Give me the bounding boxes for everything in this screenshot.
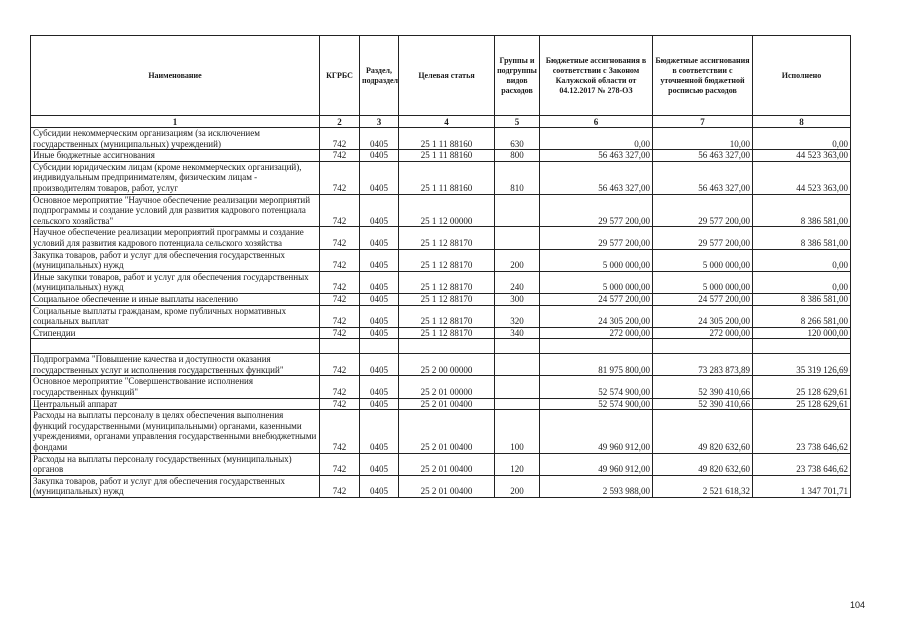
row-kgrbs: 742: [320, 305, 360, 327]
row-budget-refined: 52 390 410,66: [653, 376, 753, 398]
row-kgrbs: 742: [320, 398, 360, 410]
budget-table: [30, 35, 851, 498]
row-budget-refined: 5 000 000,00: [653, 271, 753, 293]
row-target: 25 1 12 00000: [399, 194, 495, 227]
row-name: Расходы на выплаты персоналу государственных (муниципальных) органов: [31, 453, 320, 475]
column-number: 4: [399, 116, 495, 128]
row-budget-refined: 2 521 618,32: [653, 475, 753, 497]
row-kgrbs: 742: [320, 227, 360, 249]
row-budget-refined: 29 577 200,00: [653, 227, 753, 249]
row-budget-law: 0,00: [540, 128, 653, 150]
row-kgrbs: 742: [320, 194, 360, 227]
header-row: [31, 36, 851, 116]
row-group: 340: [495, 327, 540, 339]
row-section: 0405: [360, 194, 399, 227]
row-kgrbs: 742: [320, 410, 360, 453]
row-executed: 0,00: [753, 271, 851, 293]
row-section: 0405: [360, 305, 399, 327]
row-executed: 8 386 581,00: [753, 194, 851, 227]
row-executed: 44 523 363,00: [753, 150, 851, 162]
row-name: Закупка товаров, работ и услуг для обеспечения государственных (муниципальных) нужд: [31, 249, 320, 271]
column-number: 2: [320, 116, 360, 128]
row-kgrbs: 742: [320, 150, 360, 162]
row-section: 0405: [360, 327, 399, 339]
table-row: [31, 398, 851, 410]
column-number-row: [31, 116, 851, 128]
row-executed: 25 128 629,61: [753, 376, 851, 398]
row-group: 320: [495, 305, 540, 327]
table-row: [31, 293, 851, 305]
row-name: Социальные выплаты гражданам, кроме публичных нормативных социальных выплат: [31, 305, 320, 327]
row-target: 25 1 12 88170: [399, 249, 495, 271]
row-group: 200: [495, 475, 540, 497]
row-target: 25 1 12 88170: [399, 305, 495, 327]
row-section: 0405: [360, 398, 399, 410]
row-target: 25 2 00 00000: [399, 354, 495, 376]
row-budget-law: 29 577 200,00: [540, 227, 653, 249]
table-row: [31, 327, 851, 339]
row-kgrbs: 742: [320, 354, 360, 376]
row-kgrbs: 742: [320, 327, 360, 339]
row-executed: 0,00: [753, 128, 851, 150]
header-budget-refined: Бюджетные ассигнования в соответствии с уточненной бюджетной росписью расходов: [653, 36, 753, 116]
row-executed: 8 386 581,00: [753, 293, 851, 305]
row-budget-law: 56 463 327,00: [540, 161, 653, 194]
column-number: 3: [360, 116, 399, 128]
row-group: [495, 194, 540, 227]
row-executed: 1 347 701,71: [753, 475, 851, 497]
row-executed: 120 000,00: [753, 327, 851, 339]
row-budget-law: 5 000 000,00: [540, 271, 653, 293]
row-budget-law: 2 593 988,00: [540, 475, 653, 497]
row-target: 25 2 01 00400: [399, 453, 495, 475]
row-group: [495, 376, 540, 398]
page-number: 104: [849, 600, 865, 610]
row-name: Подпрограмма "Повышение качества и доступности оказания государственных услуг и исполнения государственных функций": [31, 354, 320, 376]
row-budget-refined: 56 463 327,00: [653, 150, 753, 162]
row-kgrbs: 742: [320, 453, 360, 475]
row-group: 800: [495, 150, 540, 162]
row-name: Субсидии некоммерческим организациям (за исключением государственных (муниципальных) учреждений): [31, 128, 320, 150]
table-row: [31, 376, 851, 398]
header-group: Группы и подгруппы видов расходов: [495, 36, 540, 116]
row-group: [495, 227, 540, 249]
row-kgrbs: 742: [320, 249, 360, 271]
row-executed: 23 738 646,62: [753, 410, 851, 453]
row-kgrbs: 742: [320, 128, 360, 150]
row-section: 0405: [360, 249, 399, 271]
row-target: 25 1 12 88170: [399, 293, 495, 305]
row-executed: 44 523 363,00: [753, 161, 851, 194]
row-section: 0405: [360, 150, 399, 162]
row-target: 25 1 12 88170: [399, 227, 495, 249]
row-budget-law: 24 577 200,00: [540, 293, 653, 305]
header-target: Целевая статья: [399, 36, 495, 116]
row-budget-law: 52 574 900,00: [540, 376, 653, 398]
row-budget-law: 24 305 200,00: [540, 305, 653, 327]
table-row: [31, 453, 851, 475]
row-target: 25 1 11 88160: [399, 161, 495, 194]
table-row: [31, 475, 851, 497]
row-executed: 0,00: [753, 249, 851, 271]
row-executed: 25 128 629,61: [753, 398, 851, 410]
row-budget-refined: 24 305 200,00: [653, 305, 753, 327]
table-row: [31, 227, 851, 249]
table-row: [31, 161, 851, 194]
row-budget-refined: 56 463 327,00: [653, 161, 753, 194]
row-kgrbs: 742: [320, 271, 360, 293]
table-row: [31, 249, 851, 271]
row-budget-refined: 52 390 410,66: [653, 398, 753, 410]
row-budget-refined: 10,00: [653, 128, 753, 150]
row-budget-refined: 49 820 632,60: [653, 453, 753, 475]
row-target: 25 1 12 88170: [399, 327, 495, 339]
row-group: 300: [495, 293, 540, 305]
row-budget-refined: 5 000 000,00: [653, 249, 753, 271]
row-budget-law: 56 463 327,00: [540, 150, 653, 162]
row-group: 200: [495, 249, 540, 271]
row-budget-refined: 49 820 632,60: [653, 410, 753, 453]
row-name: Социальное обеспечение и иные выплаты населению: [31, 293, 320, 305]
row-target: 25 2 01 00400: [399, 410, 495, 453]
row-section: 0405: [360, 128, 399, 150]
row-name: Центральный аппарат: [31, 398, 320, 410]
column-number: 8: [753, 116, 851, 128]
row-kgrbs: 742: [320, 293, 360, 305]
row-section: 0405: [360, 410, 399, 453]
row-name: Стипендии: [31, 327, 320, 339]
row-budget-law: 49 960 912,00: [540, 410, 653, 453]
row-budget-refined: 24 577 200,00: [653, 293, 753, 305]
table-row: [31, 354, 851, 376]
row-section: 0405: [360, 376, 399, 398]
row-section: 0405: [360, 453, 399, 475]
row-name: Расходы на выплаты персоналу в целях обеспечения выполнения функций государственными (муниципальными) органами, казенными учреждениями, органами управления государственными внебюджетными фондами: [31, 410, 320, 453]
row-budget-law: 81 975 800,00: [540, 354, 653, 376]
column-number: 5: [495, 116, 540, 128]
table-row: [31, 305, 851, 327]
row-group: [495, 398, 540, 410]
row-budget-refined: 272 000,00: [653, 327, 753, 339]
row-target: 25 1 11 88160: [399, 150, 495, 162]
header-budget-law: Бюджетные ассигнования в соответствии с Законом Калужской области от 04.12.2017 № 278-ОЗ: [540, 36, 653, 116]
row-name: Основное мероприятие "Научное обеспечение реализации мероприятий подпрограммы и создание условий для развития кадрового потенциала сельского хозяйства": [31, 194, 320, 227]
row-group: 100: [495, 410, 540, 453]
header-section: Раздел, подраздел: [360, 36, 399, 116]
header-name: Наименование: [31, 36, 320, 116]
row-target: 25 1 11 88160: [399, 128, 495, 150]
row-group: 120: [495, 453, 540, 475]
header-kgrbs: КГРБС: [320, 36, 360, 116]
row-executed: 8 266 581,00: [753, 305, 851, 327]
row-group: [495, 354, 540, 376]
row-group: 630: [495, 128, 540, 150]
row-section: 0405: [360, 293, 399, 305]
column-number: 1: [31, 116, 320, 128]
row-budget-refined: 73 283 873,89: [653, 354, 753, 376]
row-name: Научное обеспечение реализации мероприятий программы и создание условий для развития кадрового потенциала сельского хозяйства: [31, 227, 320, 249]
row-name: Закупка товаров, работ и услуг для обеспечения государственных (муниципальных) нужд: [31, 475, 320, 497]
table-spacer-row: [31, 339, 851, 354]
row-target: 25 1 12 88170: [399, 271, 495, 293]
row-target: 25 2 01 00400: [399, 398, 495, 410]
row-name: Основное мероприятие "Совершенствование исполнения государственных функций": [31, 376, 320, 398]
row-budget-law: 272 000,00: [540, 327, 653, 339]
row-kgrbs: 742: [320, 475, 360, 497]
row-name: Иные закупки товаров, работ и услуг для обеспечения государственных (муниципальных) нужд: [31, 271, 320, 293]
row-section: 0405: [360, 354, 399, 376]
column-number: 7: [653, 116, 753, 128]
row-group: 240: [495, 271, 540, 293]
row-name: Субсидии юридическим лицам (кроме некоммерческих организаций), индивидуальным предпринимателям, физическим лицам - производителям товаров, работ, услуг: [31, 161, 320, 194]
table-row: [31, 194, 851, 227]
table-row: [31, 150, 851, 162]
table-row: [31, 410, 851, 453]
row-section: 0405: [360, 227, 399, 249]
row-executed: 23 738 646,62: [753, 453, 851, 475]
row-kgrbs: 742: [320, 376, 360, 398]
budget-sheet: [30, 35, 851, 498]
row-budget-law: 29 577 200,00: [540, 194, 653, 227]
table-row: [31, 128, 851, 150]
row-section: 0405: [360, 475, 399, 497]
row-executed: 8 386 581,00: [753, 227, 851, 249]
row-executed: 35 319 126,69: [753, 354, 851, 376]
row-budget-law: 5 000 000,00: [540, 249, 653, 271]
table-row: [31, 271, 851, 293]
row-target: 25 2 01 00400: [399, 475, 495, 497]
row-budget-refined: 29 577 200,00: [653, 194, 753, 227]
row-target: 25 2 01 00000: [399, 376, 495, 398]
column-number: 6: [540, 116, 653, 128]
row-name: Иные бюджетные ассигнования: [31, 150, 320, 162]
row-kgrbs: 742: [320, 161, 360, 194]
header-executed: Исполнено: [753, 36, 851, 116]
row-section: 0405: [360, 271, 399, 293]
row-budget-law: 52 574 900,00: [540, 398, 653, 410]
row-section: 0405: [360, 161, 399, 194]
row-budget-law: 49 960 912,00: [540, 453, 653, 475]
row-group: 810: [495, 161, 540, 194]
